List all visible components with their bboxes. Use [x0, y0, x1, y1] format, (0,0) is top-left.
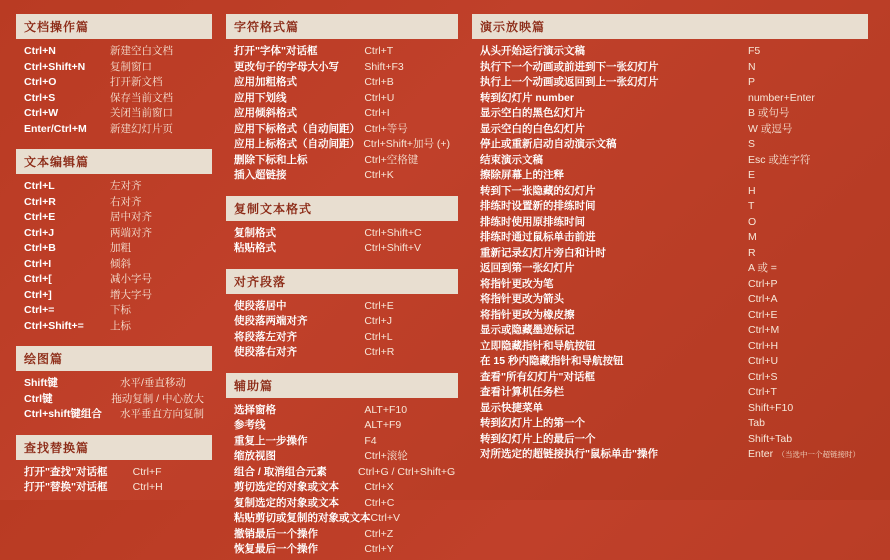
shortcut-key: W 或逗号 — [748, 122, 793, 135]
shortcut-desc: 水平垂直方向复制 — [120, 408, 204, 420]
list-item — [24, 480, 204, 496]
shortcut-desc: 更改句子的字母大小写 — [234, 60, 339, 73]
shortcut-key: Ctrl+T — [364, 45, 394, 57]
shortcut-desc: 显示空白的黑色幻灯片 — [480, 107, 585, 119]
section-draw — [16, 346, 212, 425]
shortcut-desc: 从头开始运行演示文稿 — [480, 45, 585, 57]
shortcut-desc: 执行上一个动画或返回到上一张幻灯片 — [480, 76, 659, 88]
section-assist — [226, 373, 458, 560]
shortcut-key: Shift+F3 — [364, 60, 404, 73]
shortcut-desc: 新建空白文档 — [110, 45, 173, 57]
shortcut-desc: 显示快捷菜单 — [480, 401, 543, 414]
shortcut-key: Ctrl+Z — [364, 527, 394, 540]
list-item — [234, 60, 450, 76]
shortcut-key: Ctrl+K — [364, 169, 394, 181]
shortcut-key: O — [748, 215, 757, 228]
list-item — [24, 75, 204, 91]
list-item — [234, 480, 450, 496]
shortcut-key: Ctrl+I — [364, 107, 390, 119]
list-item — [480, 308, 860, 324]
shortcut-key: Ctrl+shift键组合 — [24, 408, 102, 420]
rows-find-replace — [16, 460, 212, 498]
list-item — [234, 511, 450, 527]
section-text-edit — [16, 149, 212, 336]
list-item — [480, 447, 860, 463]
shortcut-desc: 结束演示文稿 — [480, 153, 543, 166]
shortcut-key: Ctrl+M — [748, 324, 780, 336]
list-item — [24, 241, 204, 257]
shortcut-key: Ctrl+Shift+C — [364, 226, 422, 239]
list-item — [480, 153, 860, 169]
list-item — [480, 323, 860, 339]
list-item — [480, 277, 860, 293]
shortcut-desc: 居中对齐 — [110, 211, 152, 223]
list-item — [24, 179, 204, 195]
shortcut-desc: 保存当前文档 — [110, 91, 173, 104]
rows-copy-format — [226, 221, 458, 259]
shortcut-desc: 复制格式 — [234, 226, 276, 239]
shortcut-key: Ctrl键 — [24, 392, 53, 405]
shortcut-key: Ctrl+H — [132, 481, 163, 493]
shortcut-key: Ctrl+= — [24, 304, 55, 316]
shortcut-key: Ctrl+E — [364, 299, 394, 312]
shortcut-key: Ctrl+[ — [24, 273, 52, 285]
shortcut-key: Ctrl+T — [748, 386, 777, 398]
list-item — [234, 434, 450, 450]
list-item — [24, 272, 204, 288]
shortcut-desc: 立即隐藏指针和导航按钮 — [480, 339, 596, 352]
shortcut-desc: 加粗 — [110, 242, 131, 254]
section-char-format — [226, 14, 458, 186]
shortcut-key: Ctrl+U — [364, 91, 395, 104]
shortcut-key: Ctrl+E — [748, 308, 778, 321]
shortcut-key: Ctrl+C — [364, 496, 395, 509]
shortcut-desc: 重新记录幻灯片旁白和计时 — [480, 246, 606, 259]
shortcut-key: H — [748, 184, 756, 197]
section-title-align-para: 对齐段落 — [226, 269, 458, 294]
shortcut-key: Shift+Tab — [748, 432, 793, 445]
list-item — [480, 416, 860, 432]
list-item — [234, 122, 450, 138]
list-item — [480, 401, 860, 417]
list-item — [234, 137, 450, 153]
shortcut-key: Ctrl+B — [24, 242, 56, 254]
shortcut-desc: 将指针更改为笔 — [480, 277, 554, 290]
shortcut-desc: 使段落右对齐 — [234, 346, 297, 358]
shortcut-key: Tab — [748, 417, 765, 429]
list-item — [480, 168, 860, 184]
list-item — [234, 153, 450, 169]
shortcut-key: Ctrl+S — [748, 370, 778, 383]
shortcut-desc: 应用下标格式（自动间距） — [234, 122, 360, 135]
list-item — [234, 496, 450, 512]
shortcut-desc: 重复上一步操作 — [234, 434, 308, 447]
list-item — [24, 465, 204, 481]
list-item — [234, 403, 450, 419]
shortcut-key: Ctrl+P — [748, 277, 778, 290]
shortcut-desc: 水平/垂直移动 — [120, 377, 186, 389]
list-item — [24, 226, 204, 242]
shortcut-key: Ctrl+I — [24, 257, 52, 270]
shortcut-key: Ctrl+Shift+V — [364, 242, 421, 254]
list-item — [24, 210, 204, 226]
list-item — [24, 122, 204, 138]
list-item — [480, 106, 860, 122]
list-item — [234, 449, 450, 465]
list-item — [480, 75, 860, 91]
shortcut-desc: 转到幻灯片上的最后一个 — [480, 432, 596, 445]
list-item — [480, 122, 860, 138]
list-item — [24, 319, 204, 335]
shortcut-key: Ctrl+] — [24, 288, 52, 301]
shortcut-key: Ctrl+Shift+加号 (+) — [363, 138, 450, 150]
shortcut-desc: 两端对齐 — [110, 226, 152, 239]
list-item — [234, 75, 450, 91]
list-item — [234, 241, 450, 257]
shortcut-key: S — [748, 138, 756, 150]
list-item — [234, 418, 450, 434]
list-item — [480, 246, 860, 262]
shortcut-key: ALT+F9 — [364, 419, 402, 431]
shortcut-desc: 在 15 秒内隐藏指针和导航按钮 — [480, 355, 624, 367]
shortcut-key: Ctrl+X — [364, 481, 394, 493]
shortcut-key: Ctrl+J — [24, 226, 55, 239]
section-title-draw: 绘图篇 — [16, 346, 212, 371]
section-title-slideshow: 演示放映篇 — [472, 14, 868, 39]
shortcut-desc: 倾斜 — [110, 257, 131, 270]
shortcut-desc: 选择窗格 — [234, 403, 276, 416]
shortcut-key: Ctrl+等号 — [364, 122, 408, 135]
list-item — [480, 339, 860, 355]
list-item — [24, 106, 204, 122]
shortcut-desc: 新建幻灯片页 — [110, 122, 173, 135]
list-item — [480, 261, 860, 277]
list-item — [480, 60, 860, 76]
shortcut-desc: 打开"查找"对话框 — [24, 465, 108, 478]
shortcut-key: Ctrl+B — [364, 76, 394, 88]
shortcut-desc: 粘贴剪切或复制的对象或文本 — [234, 512, 371, 524]
shortcut-desc: 下标 — [110, 304, 131, 316]
shortcut-key: M — [748, 231, 757, 243]
shortcut-key: A 或 = — [748, 262, 777, 274]
shortcut-desc: 应用倾斜格式 — [234, 107, 297, 119]
shortcut-desc: 将指针更改为橡皮擦 — [480, 308, 575, 321]
shortcut-desc: 删除下标和上标 — [234, 153, 308, 166]
shortcut-desc: 使段落居中 — [234, 299, 287, 312]
shortcut-key: N — [748, 60, 756, 73]
shortcut-desc: 显示或隐藏墨迹标记 — [480, 324, 575, 336]
shortcut-key: Enter — [748, 448, 774, 460]
shortcut-desc: 插入超链接 — [234, 169, 287, 181]
column-right — [472, 14, 868, 492]
list-item — [480, 354, 860, 370]
list-item — [480, 292, 860, 308]
shortcut-desc: 撤销最后一个操作 — [234, 527, 318, 540]
section-title-assist: 辅助篇 — [226, 373, 458, 398]
shortcut-desc: 转到幻灯片上的第一个 — [480, 417, 585, 429]
shortcut-desc: 减小字号 — [110, 273, 152, 285]
shortcut-key: Ctrl+W — [24, 107, 59, 119]
shortcut-desc: 排练时使用原排练时间 — [480, 215, 585, 228]
shortcut-key: R — [748, 246, 756, 259]
section-title-find-replace: 查找替换篇 — [16, 435, 212, 460]
shortcut-desc: 应用加粗格式 — [234, 76, 297, 88]
rows-char-format — [226, 39, 458, 186]
list-item — [480, 370, 860, 386]
shortcut-desc: 对所选定的超链接执行"鼠标单击"操作 — [480, 448, 658, 460]
list-item — [24, 392, 204, 408]
shortcut-desc: 粘贴格式 — [234, 242, 276, 254]
shortcut-key: Esc 或连字符 — [748, 153, 811, 166]
shortcut-key: Ctrl+Shift+= — [24, 319, 84, 332]
list-item — [234, 44, 450, 60]
shortcut-desc: 查看计算机任务栏 — [480, 386, 564, 398]
shortcut-desc: 组合 / 取消组合元素 — [234, 465, 327, 478]
list-item — [234, 542, 450, 558]
shortcut-desc: 转到幻灯片 number — [480, 91, 574, 104]
list-item — [24, 91, 204, 107]
shortcut-desc: 关闭当前窗口 — [110, 107, 173, 119]
column-left — [16, 14, 212, 492]
shortcut-desc: 恢复最后一个操作 — [234, 543, 318, 555]
shortcut-desc: 剪切选定的对象或文本 — [234, 481, 339, 493]
shortcut-key: ALT+F10 — [364, 403, 408, 416]
list-item — [480, 215, 860, 231]
shortcut-desc: 左对齐 — [110, 180, 142, 192]
list-item — [234, 106, 450, 122]
shortcut-desc: 打开"字体"对话框 — [234, 45, 318, 57]
shortcut-key: Ctrl+S — [24, 91, 56, 104]
section-title-doc-ops: 文档操作篇 — [16, 14, 212, 39]
list-item — [24, 376, 204, 392]
rows-draw — [16, 371, 212, 425]
rows-slideshow — [472, 39, 868, 465]
shortcut-key: F4 — [364, 434, 377, 447]
list-item — [234, 314, 450, 330]
section-find-replace — [16, 435, 212, 498]
section-title-copy-format: 复制文本格式 — [226, 196, 458, 221]
shortcut-key: Ctrl+L — [24, 180, 55, 192]
shortcut-key: Enter/Ctrl+M — [24, 122, 87, 135]
list-item — [480, 44, 860, 60]
shortcut-desc: 增大字号 — [110, 288, 152, 301]
list-item — [234, 345, 450, 361]
shortcut-key: Ctrl+Shift+N — [24, 60, 86, 73]
rows-assist — [226, 398, 458, 560]
section-align-para — [226, 269, 458, 363]
shortcut-desc: 参考线 — [234, 419, 266, 431]
shortcut-desc: 缩放视图 — [234, 450, 276, 462]
list-item — [234, 299, 450, 315]
shortcut-key: number+Enter — [748, 91, 815, 104]
rows-align-para — [226, 294, 458, 363]
list-item — [480, 91, 860, 107]
list-item — [480, 385, 860, 401]
shortcut-desc: 擦除屏幕上的注释 — [480, 169, 564, 181]
shortcut-key: Shift键 — [24, 377, 58, 389]
list-item — [480, 230, 860, 246]
list-item — [234, 330, 450, 346]
shortcut-note: （当选中一个超链接时） — [777, 450, 860, 459]
list-item — [24, 303, 204, 319]
list-item — [234, 527, 450, 543]
shortcut-key: Ctrl+R — [364, 346, 395, 358]
shortcut-key: Ctrl+G / Ctrl+Shift+G — [358, 465, 456, 478]
shortcut-key: Ctrl+H — [748, 339, 779, 352]
shortcut-key: Ctrl+Y — [364, 543, 394, 555]
shortcut-key: Ctrl+U — [748, 355, 779, 367]
shortcut-desc: 将指针更改为箭头 — [480, 293, 564, 305]
shortcut-key: Ctrl+滚轮 — [364, 450, 408, 462]
shortcut-key: F5 — [748, 45, 761, 57]
shortcut-desc: 使段落两端对齐 — [234, 315, 308, 327]
list-item — [24, 60, 204, 76]
list-item — [234, 168, 450, 184]
list-item — [24, 288, 204, 304]
list-item — [234, 465, 456, 481]
shortcut-key: Ctrl+E — [24, 211, 56, 223]
shortcut-key: Ctrl+R — [24, 195, 56, 208]
shortcut-key: T — [748, 200, 755, 212]
shortcut-key: Ctrl+空格键 — [364, 153, 419, 166]
shortcut-key: E — [748, 169, 756, 181]
shortcut-desc: 右对齐 — [110, 195, 142, 208]
rows-doc-ops — [16, 39, 212, 139]
list-item — [234, 226, 450, 242]
shortcut-key: Ctrl+O — [24, 76, 57, 88]
list-item — [234, 91, 450, 107]
shortcut-desc: 打开新文档 — [110, 76, 163, 88]
shortcut-desc: 返回到第一张幻灯片 — [480, 262, 575, 274]
shortcut-desc: 排练时通过鼠标单击前进 — [480, 231, 596, 243]
shortcut-desc: 拖动复制 / 中心放大 — [111, 392, 204, 405]
shortcut-key: Ctrl+A — [748, 293, 778, 305]
list-item — [480, 199, 860, 215]
shortcut-key: Ctrl+J — [364, 315, 393, 327]
shortcut-desc: 上标 — [110, 319, 131, 332]
section-title-text-edit: 文本编辑篇 — [16, 149, 212, 174]
shortcut-desc: 复制窗口 — [110, 60, 152, 73]
section-title-char-format: 字符格式篇 — [226, 14, 458, 39]
shortcut-desc: 查看"所有幻灯片"对话框 — [480, 370, 595, 383]
list-item — [480, 432, 860, 448]
list-item — [24, 407, 204, 423]
shortcut-key: Ctrl+F — [132, 465, 162, 478]
list-item — [24, 257, 204, 273]
shortcut-desc: 停止或重新启动自动演示文稿 — [480, 138, 617, 150]
shortcut-desc: 显示空白的白色幻灯片 — [480, 122, 585, 135]
rows-text-edit — [16, 174, 212, 336]
shortcut-desc: 应用下划线 — [234, 91, 287, 104]
shortcut-key: Shift+F10 — [748, 401, 794, 414]
column-middle — [226, 14, 458, 555]
shortcut-desc: 复制选定的对象或文本 — [234, 496, 339, 509]
shortcut-key: Ctrl+L — [364, 330, 393, 343]
shortcut-desc: 应用上标格式（自动间距） — [234, 138, 360, 150]
list-item — [24, 195, 204, 211]
shortcut-key: Ctrl+V — [370, 512, 400, 524]
shortcut-key: Ctrl+N — [24, 45, 56, 57]
shortcut-desc: 执行下一个动画或前进到下一张幻灯片 — [480, 60, 659, 73]
section-doc-ops — [16, 14, 212, 139]
list-item — [480, 137, 860, 153]
shortcut-desc: 排练时设置新的排练时间 — [480, 200, 596, 212]
shortcut-desc: 将段落左对齐 — [234, 330, 297, 343]
shortcut-desc: 转到下一张隐藏的幻灯片 — [480, 184, 596, 197]
shortcut-key: P — [748, 76, 756, 88]
list-item — [24, 44, 204, 60]
shortcut-desc: 打开"替换"对话框 — [24, 481, 108, 493]
section-slideshow — [472, 14, 868, 465]
shortcut-key: B 或句号 — [748, 107, 790, 119]
section-copy-format — [226, 196, 458, 259]
list-item — [480, 184, 860, 200]
